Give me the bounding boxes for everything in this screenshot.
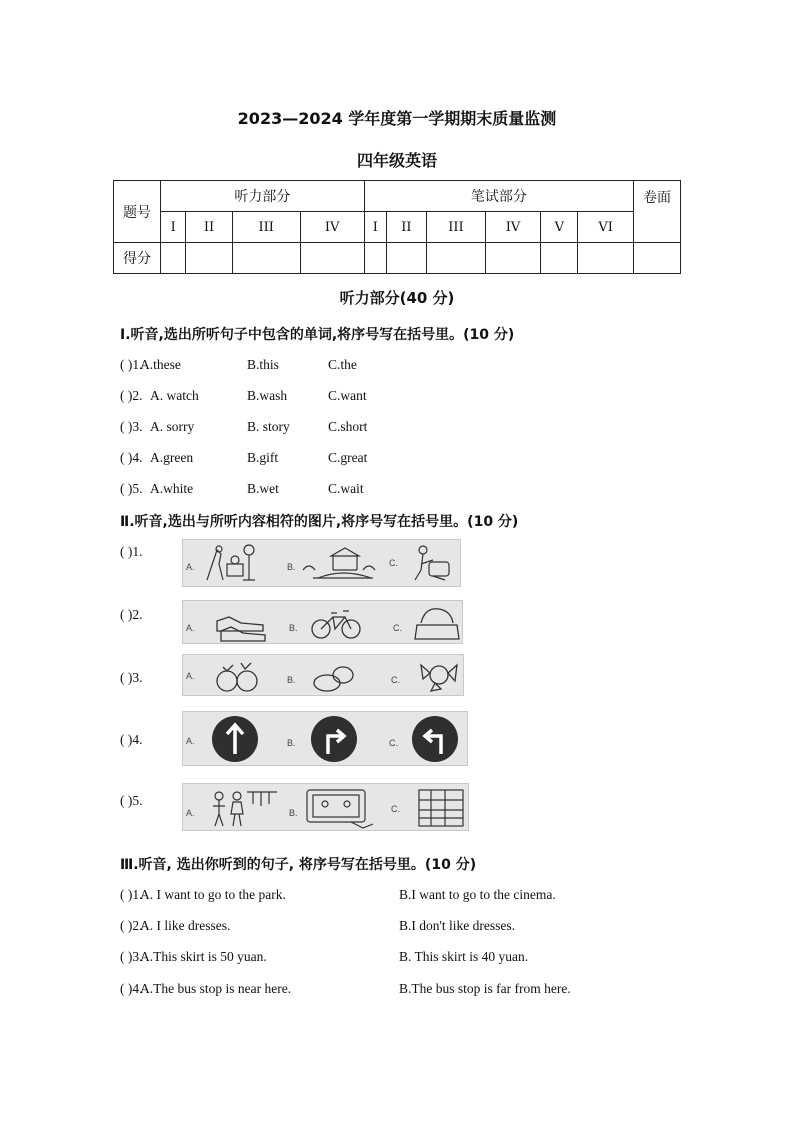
option-b: B.wet: [247, 481, 279, 496]
writing-col: VI: [578, 212, 634, 243]
score-cell[interactable]: [386, 243, 426, 274]
option-a-label: A.: [186, 808, 195, 818]
score-cell[interactable]: [634, 243, 681, 274]
score-cell[interactable]: [300, 243, 364, 274]
option-a-label: A.: [186, 623, 195, 633]
question-number: ( )2.: [120, 918, 143, 933]
writing-col: IV: [485, 212, 541, 243]
s3-question-2: [120, 918, 516, 934]
option-b-label: B.: [289, 808, 298, 818]
option-b-label: B.: [287, 738, 296, 748]
neatness-header: 卷面: [634, 181, 681, 243]
option-b-label: B.: [287, 562, 296, 572]
s3-question-4: [120, 981, 571, 997]
listening-section-title: 听力部分(40 分): [339, 289, 455, 307]
option-b-label: B.: [287, 675, 296, 685]
handbag-icon: [183, 601, 462, 643]
score-row-label: 得分: [114, 243, 161, 274]
option-b: B. story: [247, 419, 290, 434]
s1-question-2: [120, 388, 367, 404]
s3-question-3: [120, 949, 529, 965]
option-a: A.white: [150, 481, 194, 496]
option-b: B.gift: [247, 450, 279, 465]
option-a: A. I want to go to the park.: [140, 887, 286, 902]
listening-col: IV: [300, 212, 364, 243]
score-table: [113, 180, 681, 274]
score-cell[interactable]: [578, 243, 634, 274]
s2-question-1-pictures: [182, 539, 461, 587]
question-number: ( )1.: [120, 357, 143, 372]
listening-col: I: [161, 212, 186, 243]
score-cell[interactable]: [232, 243, 300, 274]
score-cell[interactable]: [161, 243, 186, 274]
question-number: ( )1.: [120, 887, 143, 902]
option-c: C.wait: [328, 481, 364, 496]
listening-col: III: [232, 212, 300, 243]
score-cell[interactable]: [186, 243, 233, 274]
option-a: A. sorry: [150, 419, 195, 434]
s1-question-3: [120, 419, 368, 435]
supermarket-icon: [183, 784, 468, 830]
score-cell[interactable]: [541, 243, 578, 274]
option-a-label: A.: [186, 736, 195, 746]
option-b: B.I don't like dresses.: [399, 918, 516, 933]
s2-question-3-number: ( )3.: [120, 670, 143, 685]
writing-col: II: [386, 212, 426, 243]
listening-col: II: [186, 212, 233, 243]
s1-question-1: [120, 357, 357, 373]
s2-question-4-pictures: [182, 711, 468, 766]
option-c: C.the: [328, 357, 357, 372]
writing-header: 笔试部分: [364, 181, 633, 212]
question-number-label: 题号: [114, 181, 161, 243]
writing-col: I: [364, 212, 386, 243]
score-cell[interactable]: [364, 243, 386, 274]
listening-header: 听力部分: [161, 181, 365, 212]
turn-left-sign-icon: [183, 712, 467, 765]
question-number: ( )3.: [120, 949, 143, 964]
s3-question-1: [120, 887, 556, 903]
question-number: ( )4.: [120, 450, 143, 465]
writing-col: V: [541, 212, 578, 243]
score-cell[interactable]: [427, 243, 486, 274]
option-a: A.The bus stop is near here.: [140, 981, 292, 996]
option-a: A. I like dresses.: [140, 918, 231, 933]
section1-heading: Ⅰ.听音,选出所听句子中包含的单词,将序号写在括号里。(10 分): [120, 327, 515, 343]
s2-question-5-number: ( )5.: [120, 793, 143, 808]
option-c: C.want: [328, 388, 367, 403]
section2-heading: Ⅱ.听音,选出与所听内容相符的图片,将序号写在括号里。(10 分): [120, 514, 519, 530]
s2-question-5-pictures: [182, 783, 469, 831]
option-c: C.great: [328, 450, 368, 465]
option-b: B. This skirt is 40 yuan.: [399, 949, 529, 964]
question-number: ( )3.: [120, 419, 143, 434]
s1-question-5: [120, 481, 364, 497]
question-number: ( )2.: [120, 388, 143, 403]
option-c-label: C.: [389, 558, 398, 568]
s2-question-3-pictures: [182, 654, 464, 696]
s2-question-4-number: ( )4.: [120, 732, 143, 747]
exam-subtitle: 四年级英语: [356, 151, 437, 170]
option-a-label: A.: [186, 562, 195, 572]
option-b: B.this: [247, 357, 279, 372]
option-a: A.these: [140, 357, 181, 372]
option-c-label: C.: [389, 738, 398, 748]
section3-heading: Ⅲ.听音, 选出你听到的句子, 将序号写在括号里。(10 分): [120, 857, 477, 873]
option-a: A.green: [150, 450, 194, 465]
s2-question-2-number: ( )2.: [120, 607, 143, 622]
option-b-label: B.: [289, 623, 298, 633]
option-c-label: C.: [393, 623, 402, 633]
option-a: A.This skirt is 50 yuan.: [140, 949, 267, 964]
candy-icon: [183, 655, 463, 695]
s2-question-1-number: ( )1.: [120, 544, 143, 559]
option-c-label: C.: [391, 675, 400, 685]
mailbox-icon: [183, 540, 460, 586]
option-a: A. watch: [150, 388, 199, 403]
score-cell[interactable]: [485, 243, 541, 274]
option-c-label: C.: [391, 804, 400, 814]
option-b: B.The bus stop is far from here.: [399, 981, 571, 996]
option-c: C.short: [328, 419, 368, 434]
exam-title: 2023—2024 学年度第一学期期末质量监测: [237, 109, 557, 128]
option-b: B.I want to go to the cinema.: [399, 887, 556, 902]
option-b: B.wash: [247, 388, 288, 403]
question-number: ( )5.: [120, 481, 143, 496]
option-a-label: A.: [186, 671, 195, 681]
question-number: ( )4.: [120, 981, 143, 996]
s2-question-2-pictures: [182, 600, 463, 644]
s1-question-4: [120, 450, 368, 466]
writing-col: III: [427, 212, 486, 243]
